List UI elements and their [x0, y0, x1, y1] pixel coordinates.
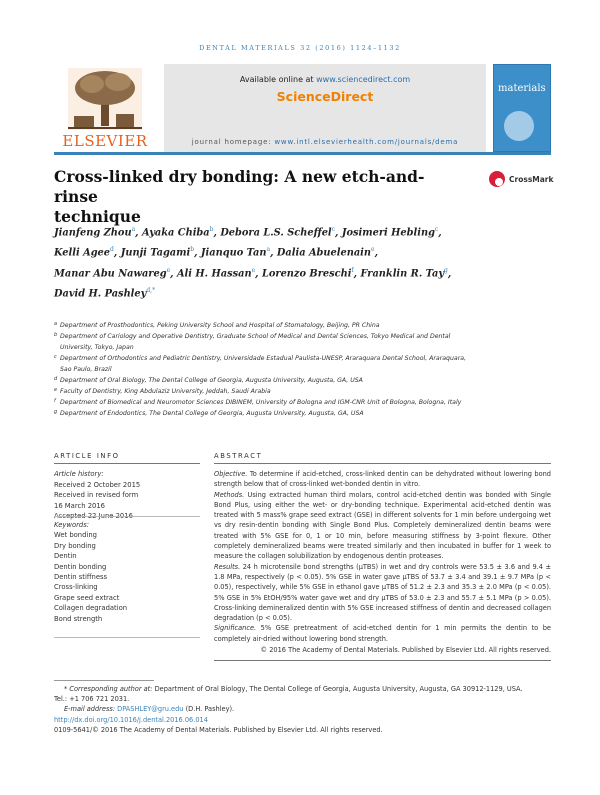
- author-line: [54, 282, 454, 302]
- affiliation-text: Department of Biomedical and Neuromotor Sciences DIBINEM, University of Bologna and IGM-CNR Unit of Bologna, Bologna, Italy: [60, 399, 462, 406]
- results-label: Results.: [214, 562, 241, 571]
- author-name: Lorenzo Breschi: [261, 267, 352, 279]
- elsevier-logo[interactable]: [54, 64, 156, 152]
- affiliation-text: Department of Prosthodontics, Peking University School and Hospital of Stomatology, Beijing, PR China: [60, 322, 380, 329]
- affiliation-list: [54, 320, 474, 419]
- abstract-significance: [214, 623, 551, 644]
- journal-citation: DENTAL MATERIALS 32 (2016) 1124–1132: [199, 44, 401, 52]
- author-name: Jianfeng Zhou: [54, 227, 132, 239]
- objective-text: To determine if acid-etched, cross-linked dentin can be dehydrated without lowering bond strength below that of cross-linked wet-bonded dentin in vitro.: [214, 470, 551, 489]
- keywords-bottom-divider: [54, 637, 200, 638]
- abstract-bottom-divider: [214, 660, 551, 661]
- affiliation-text: Faculty of Dentistry, King Abdulaziz University, Jeddah, Saudi Arabia: [60, 388, 271, 395]
- author-affil-mark[interactable]: d: [110, 246, 114, 254]
- author-name: Manar Abu Nawareg: [54, 267, 167, 279]
- email-suffix: (D.H. Pashley).: [183, 705, 235, 714]
- history-line: 16 March 2016: [54, 501, 105, 510]
- author-affil-mark[interactable]: b: [209, 226, 214, 233]
- author-name: Debora L.S. Scheffel: [220, 227, 332, 239]
- article-info-heading: ARTICLE INFO: [54, 452, 120, 460]
- email-link[interactable]: DPASHLEY@gru.edu: [117, 705, 184, 714]
- author-list: [54, 221, 454, 302]
- article-history: [54, 469, 200, 522]
- footnote-divider: [54, 680, 154, 681]
- journal-cover-image[interactable]: [493, 64, 551, 152]
- affiliation-text: Department of Oral Biology, The Dental College of Georgia, Augusta University, Augusta, GA, USA: [60, 377, 363, 384]
- author-name: Dalia Abuelenain: [276, 247, 372, 259]
- cover-graphic: [504, 111, 534, 141]
- affiliation-item: [54, 320, 474, 331]
- author-line: Jianfeng Zhou$^a$, Ayaka Chiba$^b$, Debora L.S. Scheffel$^c$, Josimeri Hebling$^c$,: [54, 226, 442, 239]
- keywords-label: Keywords:: [54, 521, 90, 529]
- affiliation-mark: a: [54, 321, 58, 327]
- abstract-heading: ABSTRACT: [214, 452, 263, 460]
- author-affil-mark[interactable]: d,*: [146, 286, 156, 294]
- author-affil-mark[interactable]: c: [331, 226, 336, 233]
- crossmark-badge[interactable]: [487, 168, 554, 194]
- keyword-item: Dry bonding: [54, 541, 96, 550]
- email-label: E-mail address:: [64, 705, 118, 714]
- affiliation-item: [54, 408, 474, 419]
- affiliation-text: Department of Endodontics, The Dental College of Georgia, Augusta University, Augusta, GA, USA: [60, 410, 364, 417]
- abstract-objective: [214, 469, 551, 490]
- affiliation-item: [54, 375, 474, 386]
- elsevier-tree-icon: [68, 68, 142, 130]
- affiliation-text: Department of Orthodontics and Pediatric Dentistry, Universidade Estadual Paulista-UNESP, Araraquara Dental School, Araraquara, Sao Paulo, Brazil: [60, 355, 466, 373]
- doi-link[interactable]: http://dx.doi.org/10.1016/j.dental.2016.06.014: [54, 715, 208, 724]
- keyword-item: Collagen degradation: [54, 604, 128, 613]
- issn-copyright: 0109-5641/© 2016 The Academy of Dental Materials. Published by Elsevier Ltd. All rights reserved.: [54, 725, 383, 734]
- keyword-item: Wet bonding: [54, 531, 97, 540]
- sciencedirect-link[interactable]: www.sciencedirect.com: [316, 75, 411, 84]
- affiliation-item: [54, 386, 474, 397]
- objective-label: Objective.: [214, 470, 248, 478]
- history-line: Received in revised form: [54, 491, 139, 500]
- affiliation-text: Department of Cariology and Operative Dentistry, Graduate School of Medical and Dental Sciences, Tokyo Medical and Dental University, Tokyo, Japan: [60, 333, 451, 351]
- author-affil-mark[interactable]: e: [166, 266, 171, 274]
- article-history-label: Article history:: [54, 470, 104, 478]
- abstract-copyright: © 2016 The Academy of Dental Materials. Published by Elsevier Ltd. All rights reserved.: [260, 646, 551, 655]
- significance-label: Significance.: [214, 624, 257, 633]
- methods-text: Using extracted human third molars, control acid-etched dentin was bonded with Single Bond Plus, using either the wet- or dry-bonding technique. Experimental acid-etched dentin was treated with 5 mass% grape seed extract (GSE) in different solvents for 1 min before undergoing wet vs dry resin-dentin bonding with Single Bond Plus. Completely demineralized dentin beams were treated with 5% GSE for 0, 1 or 10 min, before measuring stiffness by 3-point flexure. Other completely demineralized beams were treated similarly and then incubated in buffer for 1 week to measure the collagen solubilization by endogenous dentin proteases.: [214, 490, 551, 561]
- title-line-1: Cross-linked dry bonding: A new etch-and-rinse: [54, 167, 425, 206]
- crossmark-icon: [489, 171, 505, 187]
- elsevier-wordmark: ELSEVIER: [62, 132, 148, 150]
- author-name: Jianquo Tan: [200, 247, 267, 259]
- available-prefix: Available online at: [239, 75, 317, 84]
- abstract-methods: [214, 490, 551, 562]
- affiliation-mark: f: [54, 398, 56, 404]
- corresponding-text: Department of Oral Biology, The Dental College of Georgia, Augusta University, Augusta, GA 30912-1129, USA.: [152, 685, 523, 693]
- author-line: Kelli Agee$^d$, Junji Tagami$^b$, Jianquo Tan$^a$, Dalia Abuelenain$^e$,: [54, 246, 379, 259]
- author-affil-mark[interactable]: g: [444, 266, 448, 274]
- article-info-divider: [54, 463, 200, 464]
- sciencedirect-banner: [164, 64, 486, 152]
- history-line: Received 2 October 2015: [54, 480, 141, 489]
- abstract-body: [214, 469, 551, 655]
- affiliation-mark: b: [54, 332, 58, 338]
- author-name: Franklin R. Tay: [360, 267, 445, 279]
- author-affil-mark[interactable]: c: [434, 226, 439, 233]
- telephone: Tel.: +1 706 721 2031.: [54, 695, 130, 704]
- author-name: Ali H. Hassan: [176, 267, 252, 279]
- author-affil-mark[interactable]: f: [351, 266, 354, 274]
- header-divider: [54, 152, 551, 155]
- abstract-divider: [214, 463, 551, 464]
- journal-homepage-link[interactable]: www.intl.elsevierhealth.com/journals/dema: [274, 138, 459, 146]
- results-text: 24 h microtensile bond strengths (μTBS) in wet and dry controls were 53.5 ± 3.6 and 9.4 ± 1.8 MPa, respectively (p < 0.05). 5% GSE in water gave μTBS of 53.7 ± 3.4 and 39.1 ± 9.7 MPa (p < 0.05), respectively, while 5% GSE in ethanol gave μTBS of 51.2 ± 2.3 and 35.3 ± 2.0 MPa (p < 0.05). 5% GSE in 5% EtOH/95% water gave wet and dry μTBS of 53.0 ± 2.3 and 55.7 ± 5.1 MPa (p > 0.05). Cross-linking demineralized dentin with 5% GSE increased stiffness of dentin and decreased collagen degradation (p < 0.05).: [214, 562, 551, 623]
- keyword-item: Dentin: [54, 552, 77, 561]
- affiliation-item: [54, 397, 474, 408]
- affiliation-mark: c: [54, 354, 57, 360]
- keyword-item: Cross-linking: [54, 583, 98, 592]
- keywords-divider: [54, 516, 200, 517]
- email-line: [54, 704, 551, 714]
- author-name: David H. Pashley: [54, 288, 147, 300]
- keyword-item: Grape seed extract: [54, 593, 120, 602]
- footnotes: [54, 684, 551, 735]
- article-title: [54, 167, 444, 227]
- author-line: Manar Abu Nawareg$^e$, Ali H. Hassan$^e$, Lorenzo Breschi$^f$, Franklin R. Tay$^g$,: [54, 266, 452, 279]
- author-name: Junji Tagami: [120, 247, 191, 259]
- author-name: Kelli Agee: [54, 247, 111, 259]
- sciencedirect-name[interactable]: ScienceDirect: [276, 89, 374, 104]
- journal-homepage-line: [164, 138, 486, 146]
- corresponding-author-note: [54, 684, 551, 694]
- keyword-item: Bond strength: [54, 614, 103, 623]
- available-online-line: [164, 75, 486, 84]
- author-affil-mark[interactable]: e: [371, 246, 375, 254]
- keyword-item: Dentin bonding: [54, 562, 107, 571]
- author-affil-mark[interactable]: a: [266, 246, 271, 254]
- affiliation-mark: d: [54, 376, 58, 382]
- affiliation-item: [54, 353, 474, 375]
- author-name: Josimeri Hebling: [341, 227, 435, 239]
- methods-label: Methods.: [214, 490, 245, 499]
- author-affil-mark[interactable]: a: [131, 226, 136, 233]
- significance-text: 5% GSE pretreatment of acid-etched dentin for 1 min permits the dentin to be completely air-dried without lowering bond strength.: [214, 624, 551, 643]
- crossmark-label: CrossMark: [509, 175, 554, 184]
- affiliation-mark: e: [54, 387, 58, 393]
- cover-title: materials: [498, 83, 546, 94]
- keywords: [54, 520, 200, 624]
- homepage-prefix: journal homepage:: [191, 138, 275, 146]
- author-affil-mark[interactable]: b: [190, 246, 195, 254]
- journal-header: [54, 64, 551, 152]
- corresponding-label: * Corresponding author at:: [64, 685, 153, 693]
- author-name: Ayaka Chiba: [142, 227, 210, 239]
- abstract-results: [214, 562, 551, 624]
- keyword-item: Dentin stiffness: [54, 573, 108, 582]
- title-line-2: technique: [54, 207, 141, 226]
- affiliation-item: [54, 331, 474, 353]
- author-affil-mark[interactable]: e: [251, 266, 256, 274]
- affiliation-mark: g: [54, 409, 58, 415]
